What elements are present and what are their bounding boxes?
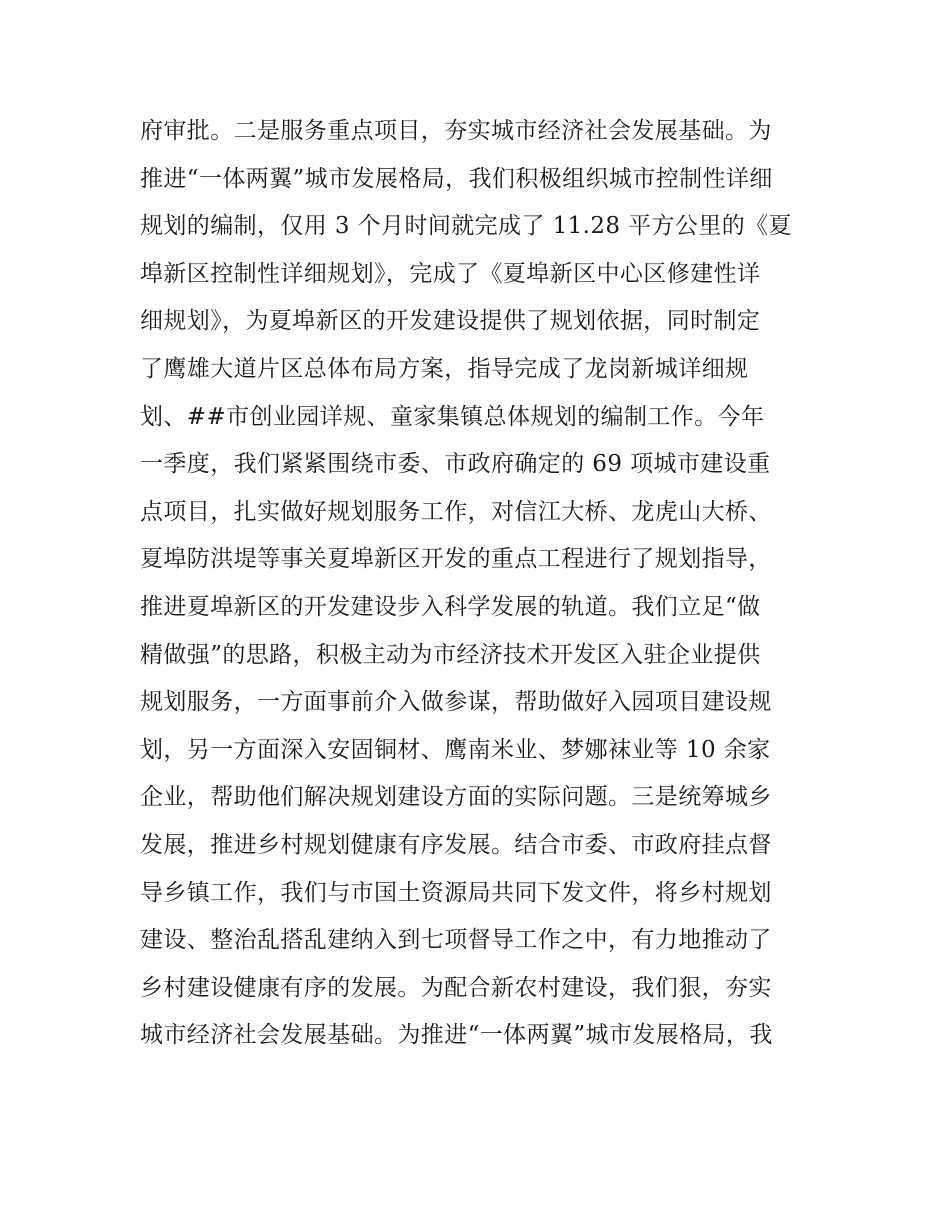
text-line: 划，另一方面深入安固铜材、鹰南米业、梦娜袜业等 10 余家 bbox=[140, 736, 771, 763]
text-line: 府审批。二是服务重点项目，夯实城市经济社会发展基础。为 bbox=[140, 118, 772, 144]
text-line: 导乡镇工作，我们与市国土资源局共同下发文件，将乡村规划 bbox=[140, 879, 772, 906]
body-text bbox=[140, 108, 820, 1060]
text-line: 规划的编制，仅用 3 个月时间就完成了 11.28 平方公里的《夏 bbox=[140, 213, 792, 240]
text-line: 埠新区控制性详细规划》，完成了《夏埠新区中心区修建性详 bbox=[140, 260, 761, 287]
text-line: 规划服务，一方面事前介入做参谋，帮助做好入园项目建设规 bbox=[140, 689, 772, 716]
text-line: 推进“一体两翼”城市发展格局，我们积极组织城市控制性详细 bbox=[140, 165, 773, 192]
text-line: 划、##市创业园详规、童家集镇总体规划的编制工作。今年 bbox=[140, 403, 765, 430]
text-line: 企业，帮助他们解决规划建设方面的实际问题。三是统筹城乡 bbox=[140, 784, 772, 811]
text-line: 建设、整治乱搭乱建纳入到七项督导工作之中，有力地推动了 bbox=[140, 927, 772, 954]
text-line: 细规划》，为夏埠新区的开发建设提供了规划依据，同时制定 bbox=[140, 308, 761, 335]
text-line: 点项目，扎实做好规划服务工作，对信江大桥、龙虎山大桥、 bbox=[140, 498, 772, 525]
text-line: 发展，推进乡村规划健康有序发展。结合市委、市政府挂点督 bbox=[140, 831, 772, 858]
text-line: 了鹰雄大道片区总体布局方案，指导完成了龙岗新城详细规 bbox=[140, 355, 749, 382]
text-line: 城市经济社会发展基础。为推进“一体两翼”城市发展格局，我 bbox=[140, 1022, 773, 1049]
text-line: 夏埠防洪堤等事关夏埠新区开发的重点工程进行了规划指导， bbox=[140, 546, 772, 573]
text-line: 一季度，我们紧紧围绕市委、市政府确定的 69 项城市建设重 bbox=[140, 451, 771, 478]
text-line: 推进夏埠新区的开发建设步入科学发展的轨道。我们立足“做 bbox=[140, 593, 761, 620]
text-line: 精做强”的思路，积极主动为市经济技术开发区入驻企业提供 bbox=[140, 641, 761, 668]
text-line: 乡村建设健康有序的发展。为配合新农村建设，我们狠，夯实 bbox=[140, 974, 772, 1001]
